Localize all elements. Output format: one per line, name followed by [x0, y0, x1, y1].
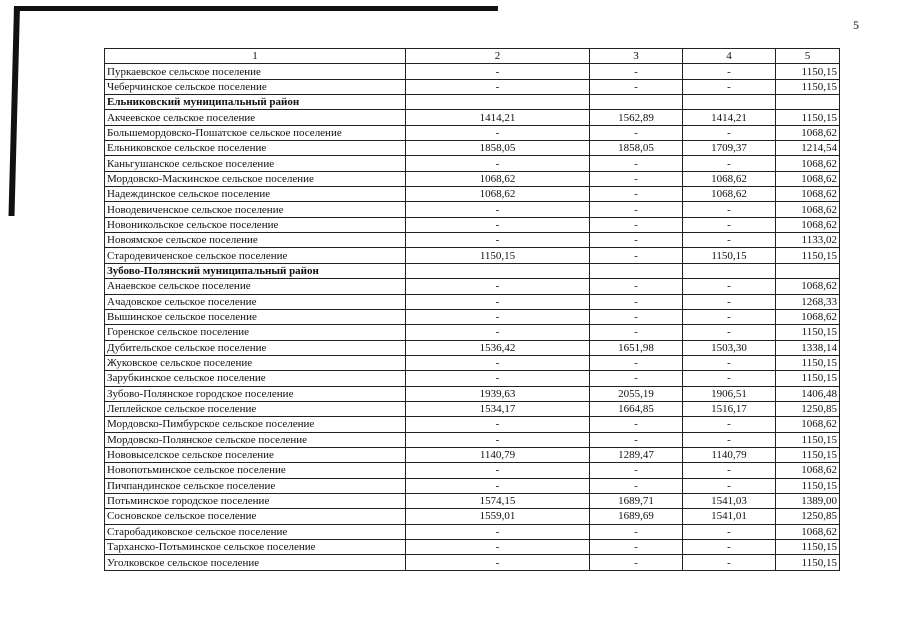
table-row — [105, 187, 840, 202]
value-cell-2: - — [406, 279, 590, 294]
value-cell-4: - — [683, 217, 776, 232]
value-cell-3: - — [590, 432, 683, 447]
settlement-name-cell: Новоникольское сельское поселение — [105, 217, 406, 232]
value-cell-4: - — [683, 524, 776, 539]
value-cell-5: 1389,00 — [776, 493, 840, 508]
value-cell-3: 1651,98 — [590, 340, 683, 355]
value-cell-5: 1150,15 — [776, 555, 840, 570]
value-cell-5: 1068,62 — [776, 125, 840, 140]
table-row — [105, 447, 840, 462]
value-cell-5: 1150,15 — [776, 79, 840, 94]
value-cell-3: - — [590, 555, 683, 570]
value-cell-5: 1068,62 — [776, 463, 840, 478]
settlement-name-cell: Уголковское сельское поселение — [105, 555, 406, 570]
value-cell-3: - — [590, 64, 683, 79]
settlement-name-cell: Ачадовское сельское поселение — [105, 294, 406, 309]
value-cell-2: 1150,15 — [406, 248, 590, 263]
table-row — [105, 202, 840, 217]
value-cell-4: - — [683, 325, 776, 340]
settlement-name-cell: Пичпандинское сельское поселение — [105, 478, 406, 493]
settlement-name-cell: Потьминское городское поселение — [105, 493, 406, 508]
value-cell-3: - — [590, 125, 683, 140]
settlement-name-cell: Ельниковский муниципальный район — [105, 95, 406, 110]
settlement-name-cell: Зубово-Полянское городское поселение — [105, 386, 406, 401]
value-cell-4: - — [683, 463, 776, 478]
value-cell-2: - — [406, 325, 590, 340]
value-cell-5: 1150,15 — [776, 64, 840, 79]
value-cell-3: - — [590, 478, 683, 493]
value-cell-3: - — [590, 294, 683, 309]
value-cell-4 — [683, 95, 776, 110]
table-header-row — [105, 49, 840, 64]
settlement-name-cell: Новопотьминское сельское поселение — [105, 463, 406, 478]
value-cell-3: - — [590, 417, 683, 432]
value-cell-4 — [683, 263, 776, 278]
value-cell-5: 1068,62 — [776, 156, 840, 171]
table-row — [105, 325, 840, 340]
value-cell-3: - — [590, 463, 683, 478]
value-cell-4: 1414,21 — [683, 110, 776, 125]
value-cell-4: 1541,03 — [683, 493, 776, 508]
value-cell-3: 1858,05 — [590, 141, 683, 156]
value-cell-2: - — [406, 432, 590, 447]
table-row — [105, 233, 840, 248]
value-cell-2: 1858,05 — [406, 141, 590, 156]
table-row — [105, 79, 840, 94]
settlement-name-cell: Вышинское сельское поселение — [105, 309, 406, 324]
settlement-name-cell: Тарханско-Потьминское сельское поселение — [105, 540, 406, 555]
value-cell-3: - — [590, 156, 683, 171]
value-cell-4: 1906,51 — [683, 386, 776, 401]
value-cell-2: 1939,63 — [406, 386, 590, 401]
value-cell-2: - — [406, 79, 590, 94]
column-header: 5 — [776, 49, 840, 64]
value-cell-2 — [406, 95, 590, 110]
tariff-table — [104, 48, 840, 571]
value-cell-4: - — [683, 432, 776, 447]
value-cell-5: 1150,15 — [776, 248, 840, 263]
value-cell-5: 1150,15 — [776, 110, 840, 125]
value-cell-2: 1559,01 — [406, 509, 590, 524]
value-cell-3: - — [590, 187, 683, 202]
settlement-name-cell: Новодевиченское сельское поселение — [105, 202, 406, 217]
settlement-name-cell: Акчеевское сельское поселение — [105, 110, 406, 125]
value-cell-2: - — [406, 555, 590, 570]
table-row — [105, 125, 840, 140]
value-cell-5: 1150,15 — [776, 478, 840, 493]
value-cell-5: 1068,62 — [776, 309, 840, 324]
value-cell-3: 1664,85 — [590, 401, 683, 416]
value-cell-2: - — [406, 202, 590, 217]
table-row — [105, 493, 840, 508]
value-cell-2: 1068,62 — [406, 171, 590, 186]
settlement-name-cell: Дубительское сельское поселение — [105, 340, 406, 355]
settlement-name-cell: Горенское сельское поселение — [105, 325, 406, 340]
value-cell-3: 2055,19 — [590, 386, 683, 401]
value-cell-2: - — [406, 294, 590, 309]
table-row — [105, 386, 840, 401]
settlement-name-cell: Сосновское сельское поселение — [105, 509, 406, 524]
value-cell-2: 1068,62 — [406, 187, 590, 202]
value-cell-3: - — [590, 279, 683, 294]
value-cell-5: 1068,62 — [776, 279, 840, 294]
value-cell-4: 1068,62 — [683, 187, 776, 202]
value-cell-4: 1140,79 — [683, 447, 776, 462]
value-cell-2: - — [406, 64, 590, 79]
settlement-name-cell: Нововыселское сельское поселение — [105, 447, 406, 462]
value-cell-3: - — [590, 202, 683, 217]
table-row — [105, 141, 840, 156]
table-row — [105, 417, 840, 432]
settlement-name-cell: Старобадиковское сельское поселение — [105, 524, 406, 539]
value-cell-4: 1503,30 — [683, 340, 776, 355]
value-cell-5 — [776, 95, 840, 110]
value-cell-2: 1140,79 — [406, 447, 590, 462]
column-header: 2 — [406, 49, 590, 64]
value-cell-3: - — [590, 248, 683, 263]
value-cell-5: 1068,62 — [776, 187, 840, 202]
value-cell-5: 1150,15 — [776, 447, 840, 462]
settlement-name-cell: Надеждинское сельское поселение — [105, 187, 406, 202]
value-cell-4: - — [683, 79, 776, 94]
column-header: 3 — [590, 49, 683, 64]
value-cell-4: - — [683, 64, 776, 79]
district-heading-row — [105, 95, 840, 110]
value-cell-5: 1068,62 — [776, 217, 840, 232]
page-number: 5 — [853, 18, 859, 32]
value-cell-2 — [406, 263, 590, 278]
value-cell-3: - — [590, 309, 683, 324]
value-cell-3: - — [590, 325, 683, 340]
settlement-name-cell: Большемордовско-Пошатское сельское поселение — [105, 125, 406, 140]
value-cell-5: 1133,02 — [776, 233, 840, 248]
value-cell-2: - — [406, 233, 590, 248]
value-cell-2: - — [406, 309, 590, 324]
value-cell-5: 1068,62 — [776, 524, 840, 539]
district-heading-row — [105, 263, 840, 278]
value-cell-2: 1414,21 — [406, 110, 590, 125]
value-cell-3: - — [590, 233, 683, 248]
value-cell-2: - — [406, 371, 590, 386]
value-cell-4: 1541,01 — [683, 509, 776, 524]
table-row — [105, 478, 840, 493]
value-cell-4: - — [683, 294, 776, 309]
value-cell-3: 1689,69 — [590, 509, 683, 524]
value-cell-5: 1406,48 — [776, 386, 840, 401]
settlement-name-cell: Жуковское сельское поселение — [105, 355, 406, 370]
value-cell-4: 1516,17 — [683, 401, 776, 416]
settlement-name-cell: Зубово-Полянский муниципальный район — [105, 263, 406, 278]
value-cell-5: 1068,62 — [776, 202, 840, 217]
value-cell-2: - — [406, 217, 590, 232]
value-cell-2: 1536,42 — [406, 340, 590, 355]
value-cell-5: 1150,15 — [776, 432, 840, 447]
table-row — [105, 110, 840, 125]
value-cell-4: - — [683, 478, 776, 493]
value-cell-5 — [776, 263, 840, 278]
value-cell-3: - — [590, 355, 683, 370]
value-cell-3: - — [590, 371, 683, 386]
settlement-name-cell: Мордовско-Маскинское сельское поселение — [105, 171, 406, 186]
settlement-name-cell: Леплейское сельское поселение — [105, 401, 406, 416]
value-cell-4: - — [683, 156, 776, 171]
table-row — [105, 171, 840, 186]
value-cell-4: - — [683, 555, 776, 570]
value-cell-5: 1150,15 — [776, 355, 840, 370]
settlement-name-cell: Каньгушанское сельское поселение — [105, 156, 406, 171]
value-cell-5: 1250,85 — [776, 401, 840, 416]
table-row — [105, 463, 840, 478]
settlement-name-cell: Чеберчинское сельское поселение — [105, 79, 406, 94]
value-cell-2: - — [406, 355, 590, 370]
value-cell-3: 1689,71 — [590, 493, 683, 508]
settlement-name-cell: Мордовско-Полянское сельское поселение — [105, 432, 406, 447]
value-cell-3: - — [590, 79, 683, 94]
value-cell-3 — [590, 263, 683, 278]
value-cell-5: 1338,14 — [776, 340, 840, 355]
value-cell-4: - — [683, 309, 776, 324]
value-cell-4: - — [683, 540, 776, 555]
settlement-name-cell: Стародевиченское сельское поселение — [105, 248, 406, 263]
table-row — [105, 401, 840, 416]
settlement-name-cell: Ельниковское сельское поселение — [105, 141, 406, 156]
table-row — [105, 248, 840, 263]
value-cell-2: - — [406, 417, 590, 432]
value-cell-3: 1289,47 — [590, 447, 683, 462]
value-cell-3: - — [590, 217, 683, 232]
value-cell-4: - — [683, 355, 776, 370]
value-cell-5: 1150,15 — [776, 371, 840, 386]
value-cell-2: - — [406, 540, 590, 555]
table-row — [105, 524, 840, 539]
value-cell-2: - — [406, 463, 590, 478]
table-row — [105, 340, 840, 355]
value-cell-5: 1214,54 — [776, 141, 840, 156]
table-row — [105, 309, 840, 324]
value-cell-4: - — [683, 233, 776, 248]
table-row — [105, 217, 840, 232]
value-cell-3: - — [590, 524, 683, 539]
value-cell-4: - — [683, 125, 776, 140]
value-cell-4: - — [683, 371, 776, 386]
value-cell-2: - — [406, 478, 590, 493]
value-cell-5: 1250,85 — [776, 509, 840, 524]
value-cell-3 — [590, 95, 683, 110]
value-cell-5: 1150,15 — [776, 540, 840, 555]
table-row — [105, 294, 840, 309]
value-cell-4: - — [683, 417, 776, 432]
value-cell-3: - — [590, 171, 683, 186]
value-cell-4: - — [683, 202, 776, 217]
value-cell-4: - — [683, 279, 776, 294]
column-header: 4 — [683, 49, 776, 64]
table-row — [105, 432, 840, 447]
value-cell-2: - — [406, 125, 590, 140]
settlement-name-cell: Новоямское сельское поселение — [105, 233, 406, 248]
table-row — [105, 355, 840, 370]
value-cell-3: 1562,89 — [590, 110, 683, 125]
value-cell-2: 1574,15 — [406, 493, 590, 508]
table-row — [105, 64, 840, 79]
value-cell-5: 1268,33 — [776, 294, 840, 309]
value-cell-4: 1068,62 — [683, 171, 776, 186]
value-cell-5: 1150,15 — [776, 325, 840, 340]
settlement-name-cell: Мордовско-Пимбурское сельское поселение — [105, 417, 406, 432]
table-row — [105, 156, 840, 171]
table-row — [105, 509, 840, 524]
settlement-name-cell: Анаевское сельское поселение — [105, 279, 406, 294]
table-row — [105, 555, 840, 570]
value-cell-5: 1068,62 — [776, 171, 840, 186]
value-cell-2: - — [406, 524, 590, 539]
table-row — [105, 540, 840, 555]
value-cell-4: 1150,15 — [683, 248, 776, 263]
value-cell-5: 1068,62 — [776, 417, 840, 432]
value-cell-3: - — [590, 540, 683, 555]
value-cell-4: 1709,37 — [683, 141, 776, 156]
settlement-name-cell: Зарубкинское сельское поселение — [105, 371, 406, 386]
table-row — [105, 371, 840, 386]
settlement-name-cell: Пуркаевское сельское поселение — [105, 64, 406, 79]
value-cell-2: - — [406, 156, 590, 171]
table-row — [105, 279, 840, 294]
value-cell-2: 1534,17 — [406, 401, 590, 416]
column-header: 1 — [105, 49, 406, 64]
